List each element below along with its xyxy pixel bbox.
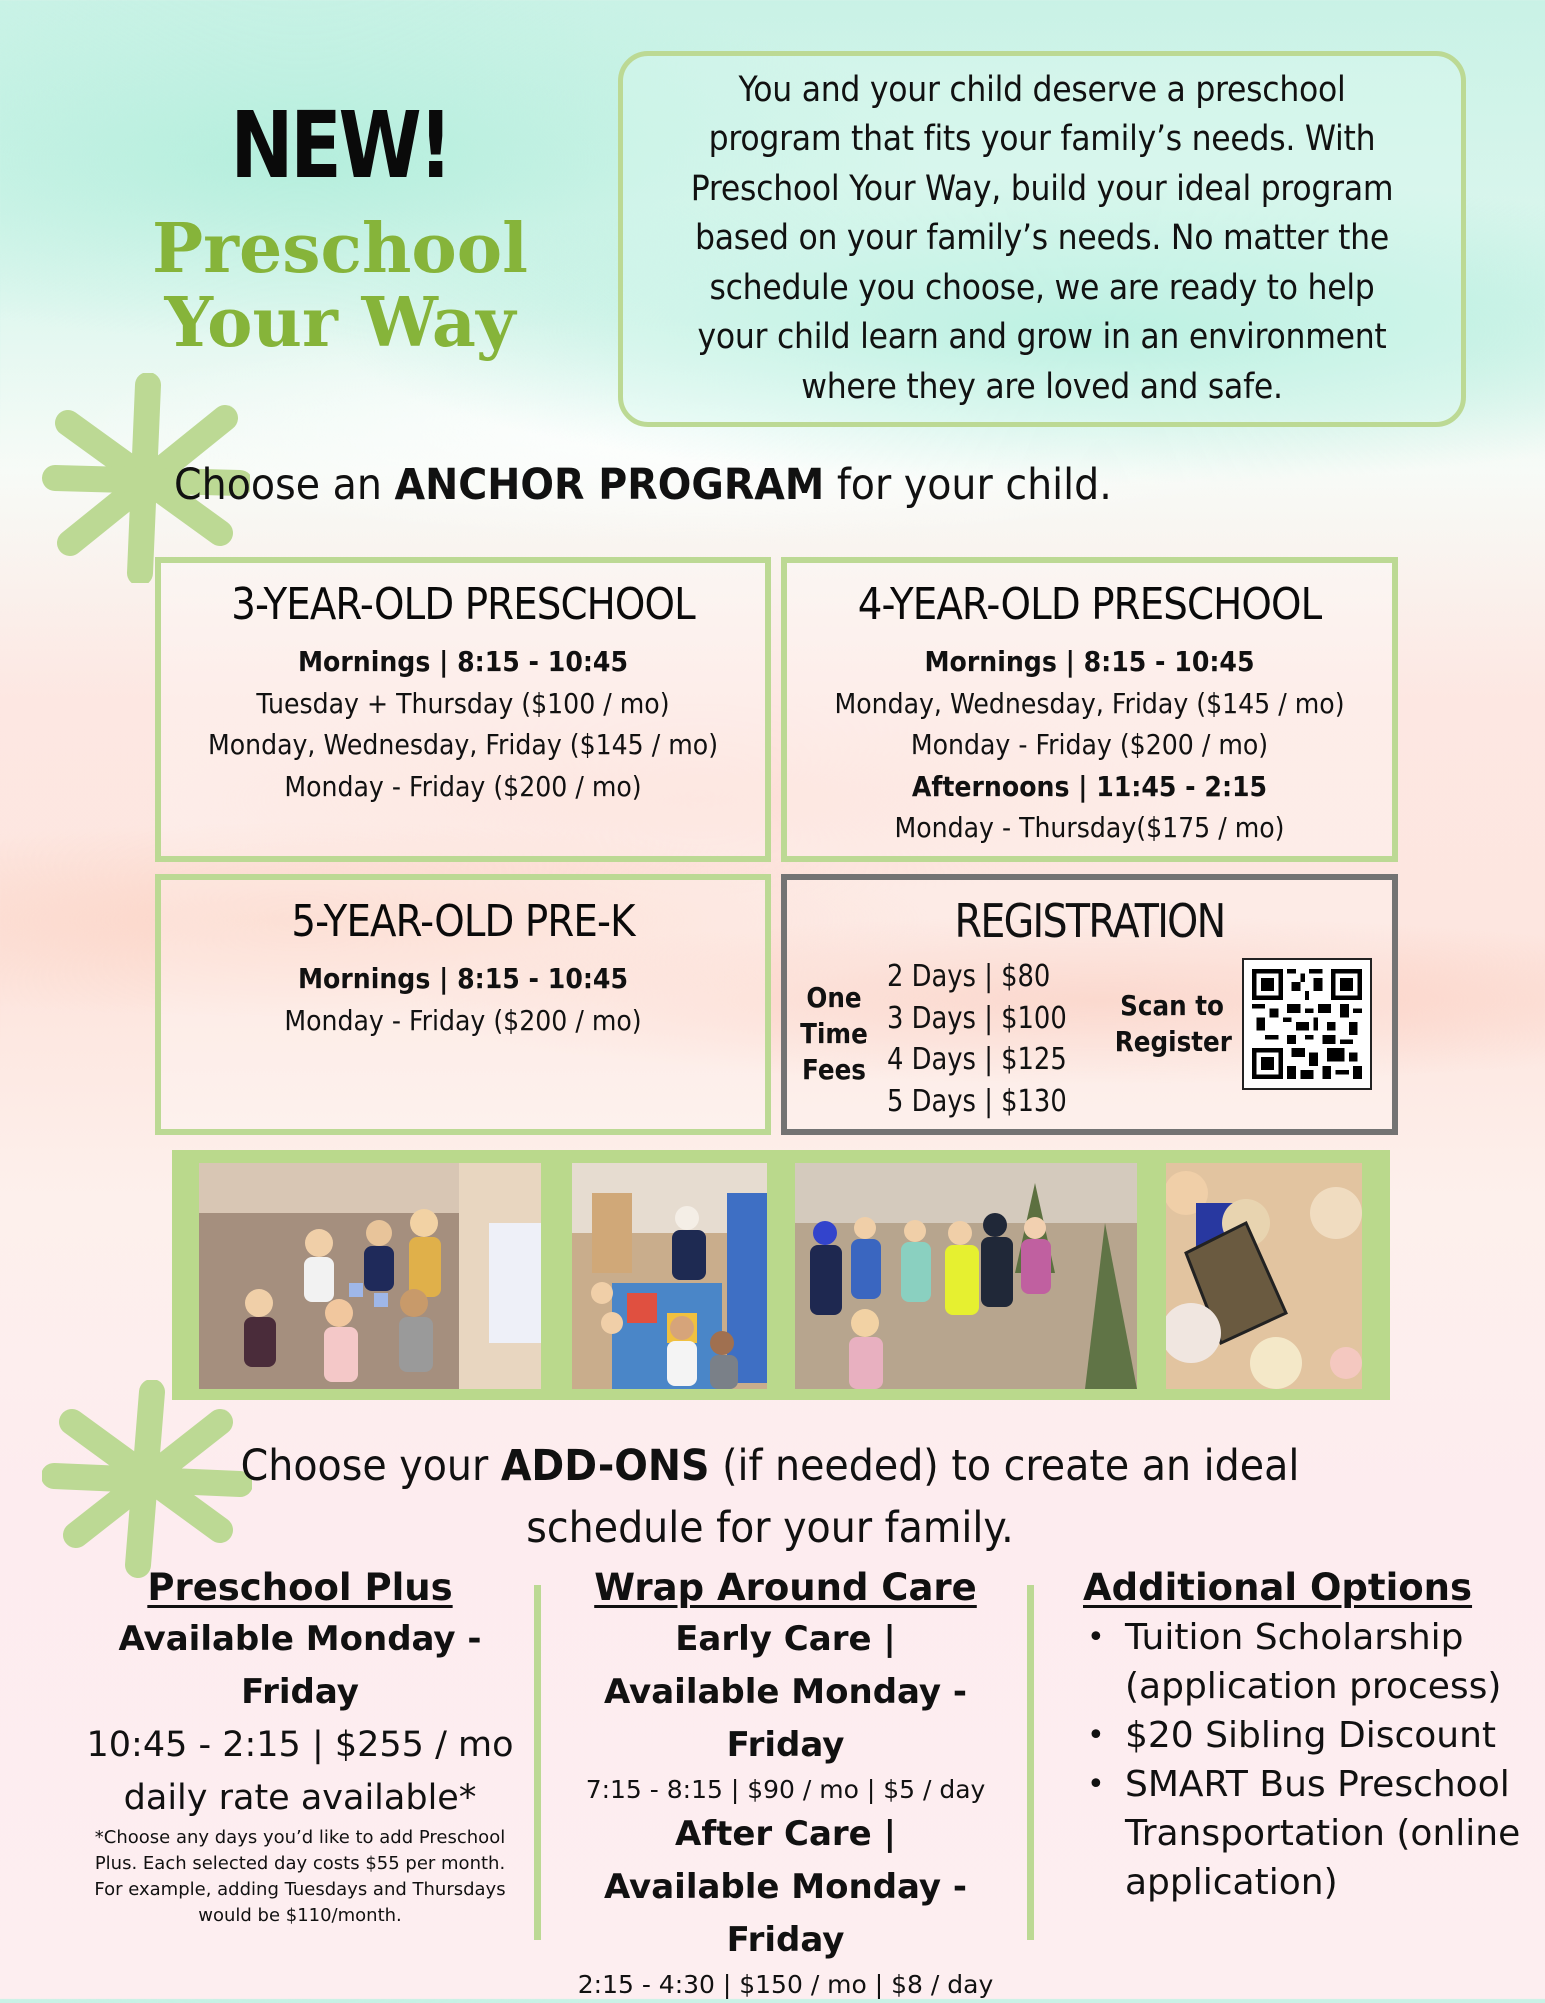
list-item-text: Tuition Scholarship (application process) [1125,1617,1502,1707]
early-care-heading: Early Care | Available Monday - Friday [603,1619,968,1765]
heading-emphasis: ANCHOR PROGRAM [394,460,825,510]
program-card-3yo [155,557,771,862]
preschool-plus-footnote: *Choose any days you’d like to add Preschool Plus. Each selected day costs $55 per month. For example, adding Tuesdays and Thursdays would be $110/month. [94,1827,506,1926]
program-schedule: Mornings | 8:15 - 10:45 [297,962,629,995]
preschool-plus-availability: Available Monday - Friday [118,1619,482,1712]
preschool-plus-price: 10:45 - 2:15 | $255 / mo [86,1725,514,1765]
title-line-2: Your Way [164,283,516,363]
wrap-around-title: Wrap Around Care [594,1566,977,1609]
early-care-details: 7:15 - 8:15 | $90 / mo | $5 / day [585,1775,986,1804]
preschool-plus-title: Preschool Plus [147,1566,453,1609]
program-schedule: Mornings | 8:15 - 10:45 [924,645,1255,678]
terrarium-photo-4 [1166,1163,1362,1389]
classroom-photo-2 [572,1163,767,1389]
program-title: 3-YEAR-OLD PRESCHOOL [231,579,695,630]
program-schedule: Afternoons | 11:45 - 2:15 [911,769,1268,803]
outdoor-photo-3 [795,1163,1137,1389]
list-item-text: $20 Sibling Discount [1125,1715,1497,1756]
column-divider [534,1585,541,1940]
scan-to-register-label: Scan to Register [1114,989,1232,1058]
list-item [1050,1613,1530,1711]
wrap-around-column [548,1563,1023,2003]
heading-suffix: for your child. [824,460,1112,510]
fee-item: 4 Days | $125 [887,1042,1067,1077]
qr-code-icon[interactable] [1242,958,1372,1090]
list-item [1050,1760,1530,1907]
program-option: Monday - Friday ($200 / mo) [910,728,1269,761]
classroom-photo-1 [199,1163,541,1389]
fee-list [887,956,1096,1122]
registration-card [781,874,1398,1135]
program-card-4yo [781,557,1398,862]
program-option: Monday, Wednesday, Friday ($145 / mo) [207,728,719,761]
program-title: 4-YEAR-OLD PRESCHOOL [857,579,1322,630]
heading-prefix: Choose your [240,1441,501,1491]
registration-title: REGISTRATION [954,894,1225,948]
fee-item: 5 Days | $130 [887,1083,1067,1119]
program-option: Monday - Thursday($175 / mo) [894,811,1285,844]
bullet-icon: • [1087,1620,1105,1655]
after-care-details: 2:15 - 4:30 | $150 / mo | $8 / day [577,1970,994,1999]
column-divider [1027,1585,1034,1940]
heading-suffix: (if needed) to create an ideal schedule for your family. [526,1441,1300,1553]
photo-strip [172,1150,1390,1400]
program-option: Monday, Wednesday, Friday ($145 / mo) [834,686,1345,720]
additional-options-list [1050,1613,1530,1907]
intro-text: You and your child deserve a preschool program that fits your family’s needs. With Preschool Your Way, build your ideal program based on your family’s needs. No matter the schedule you choose, we are ready to help your child learn and grow in an environment where they are loved and safe. [690,69,1394,407]
preschool-plus-daily-rate: daily rate available* [123,1778,477,1818]
new-badge: NEW! [230,92,450,199]
program-option: Monday - Friday ($200 / mo) [284,769,642,803]
page-title [120,209,560,363]
program-schedule: Mornings | 8:15 - 10:45 [297,645,629,678]
intro-box [618,51,1466,427]
one-time-fees-label: One Time Fees [800,981,868,1086]
additional-options-title: Additional Options [1083,1566,1473,1609]
bullet-icon: • [1087,1767,1105,1802]
program-title: 5-YEAR-OLD PRE-K [291,896,635,947]
title-line-1: Preschool [152,209,528,289]
program-option: Tuesday + Thursday ($100 / mo) [256,686,670,720]
fee-item: 2 Days | $80 [887,959,1051,994]
addons-heading [172,1435,1368,1559]
program-card-5yo [155,874,771,1135]
bullet-icon: • [1087,1718,1105,1753]
list-item [1050,1711,1530,1760]
additional-options-column [1050,1563,1530,1907]
after-care-heading: After Care | Available Monday - Friday [603,1814,968,1960]
preschool-plus-column [70,1563,530,1929]
heading-prefix: Choose an [174,460,395,510]
list-item-text: SMART Bus Preschool Transportation (online application) [1125,1764,1521,1903]
anchor-program-heading [174,460,1186,512]
fee-item: 3 Days | $100 [887,1000,1067,1036]
heading-emphasis: ADD-ONS [500,1441,710,1491]
program-option: Monday - Friday ($200 / mo) [284,1003,642,1037]
